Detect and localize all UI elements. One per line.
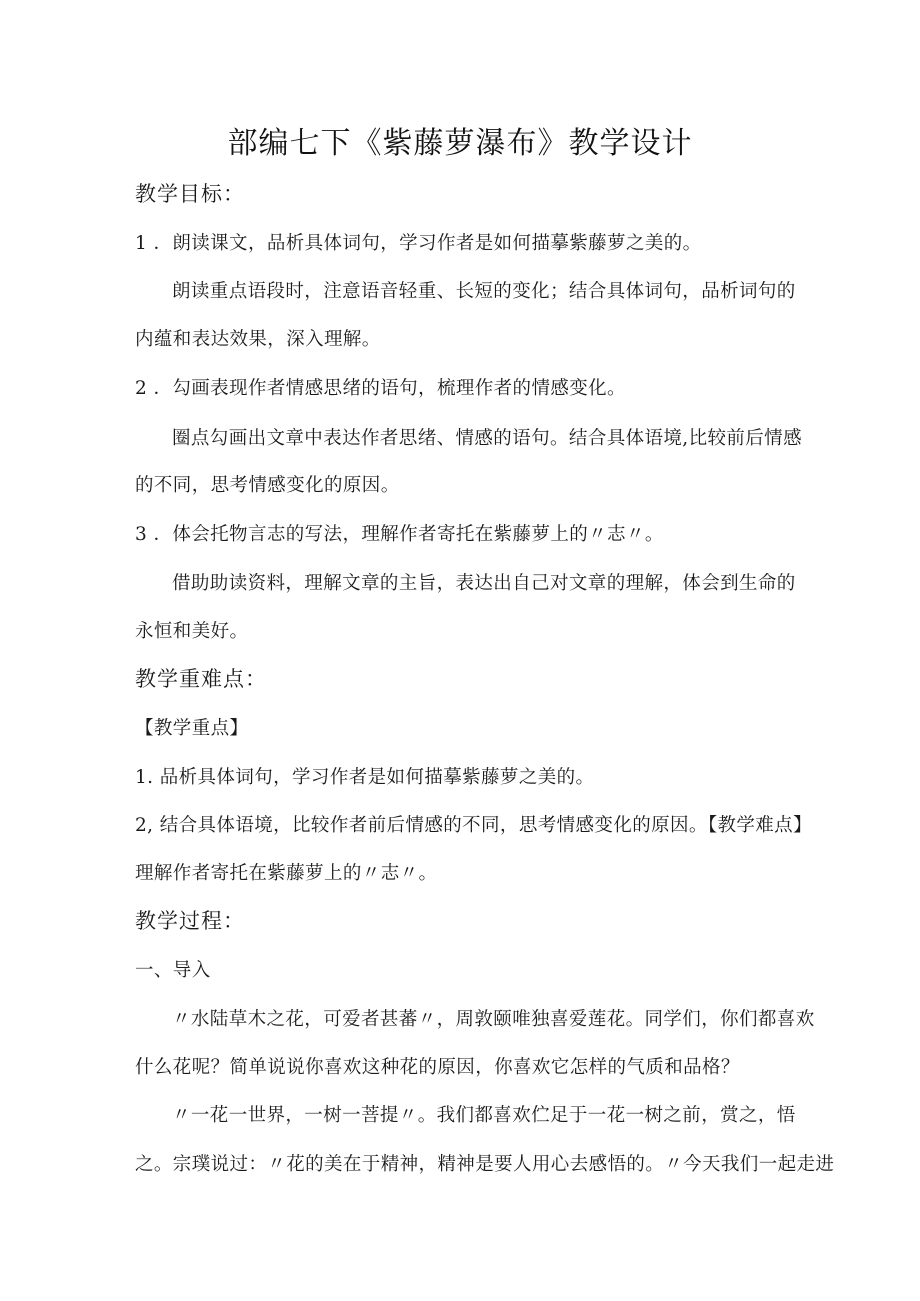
process-heading: 教学过程： <box>135 909 245 933</box>
objective-1: 1 ．朗读课文，品析具体词句，学习作者是如何描摹紫藤萝之美的。 <box>135 233 702 254</box>
objective-3: 3 ．体会托物言志的写法，理解作者寄托在紫藤萝上的〃志〃。 <box>135 524 664 545</box>
key-point-2: 2, 结合具体语境，比较作者前后情感的不同，思考情感变化的原因。【教学难点】 <box>135 815 812 836</box>
key-points-label: 【教学重点】 <box>135 718 249 739</box>
objective-3-detail-line-2: 永恒和美好。 <box>135 621 249 642</box>
intro-paragraph-1-line-2: 什么花呢？简单说说你喜欢这种花的原因，你喜欢它怎样的气质和品格？ <box>135 1057 740 1078</box>
section-intro-heading: 一、导入 <box>135 960 211 981</box>
difficulty-point: 理解作者寄托在紫藤萝上的〃志〃。 <box>135 863 438 884</box>
objective-1-detail-line-1: 朗读重点语段时，注意语音轻重、长短的变化；结合具体词句，品析词句的 <box>172 281 796 302</box>
objective-2-detail-line-2: 的不同，思考情感变化的原因。 <box>135 475 400 496</box>
key-point-1: 1. 品析具体词句，学习作者是如何描摹紫藤萝之美的。 <box>135 767 595 788</box>
objective-2: 2 ．勾画表现作者情感思绪的语句，梳理作者的情感变化。 <box>135 378 626 399</box>
intro-paragraph-2-line-2: 之。宗璞说过：〃花的美在于精神，精神是要人用心去感悟的。〃今天我们一起走进 <box>135 1154 835 1175</box>
intro-paragraph-2-line-1: 〃一花一世界，一树一菩提〃。我们都喜欢伫足于一花一树之前，赏之，悟 <box>172 1105 796 1126</box>
objective-1-detail-line-2: 内蕴和表达效果，深入理解。 <box>135 329 381 350</box>
intro-paragraph-1-line-1: 〃水陆草木之花，可爱者甚蕃〃，周敦颐唯独喜爱莲花。同学们，你们都喜欢 <box>172 1009 815 1030</box>
objective-2-detail-line-1: 圈点勾画出文章中表达作者思绪、情感的语句。结合具体语境,比较前后情感 <box>172 428 802 449</box>
document-title: 部编七下《紫藤萝瀑布》教学设计 <box>227 126 693 161</box>
keypoints-heading: 教学重难点： <box>135 667 267 691</box>
objective-3-detail-line-1: 借助助读资料，理解文章的主旨，表达出自己对文章的理解，体会到生命的 <box>172 573 796 594</box>
objectives-heading: 教学目标： <box>135 182 245 206</box>
